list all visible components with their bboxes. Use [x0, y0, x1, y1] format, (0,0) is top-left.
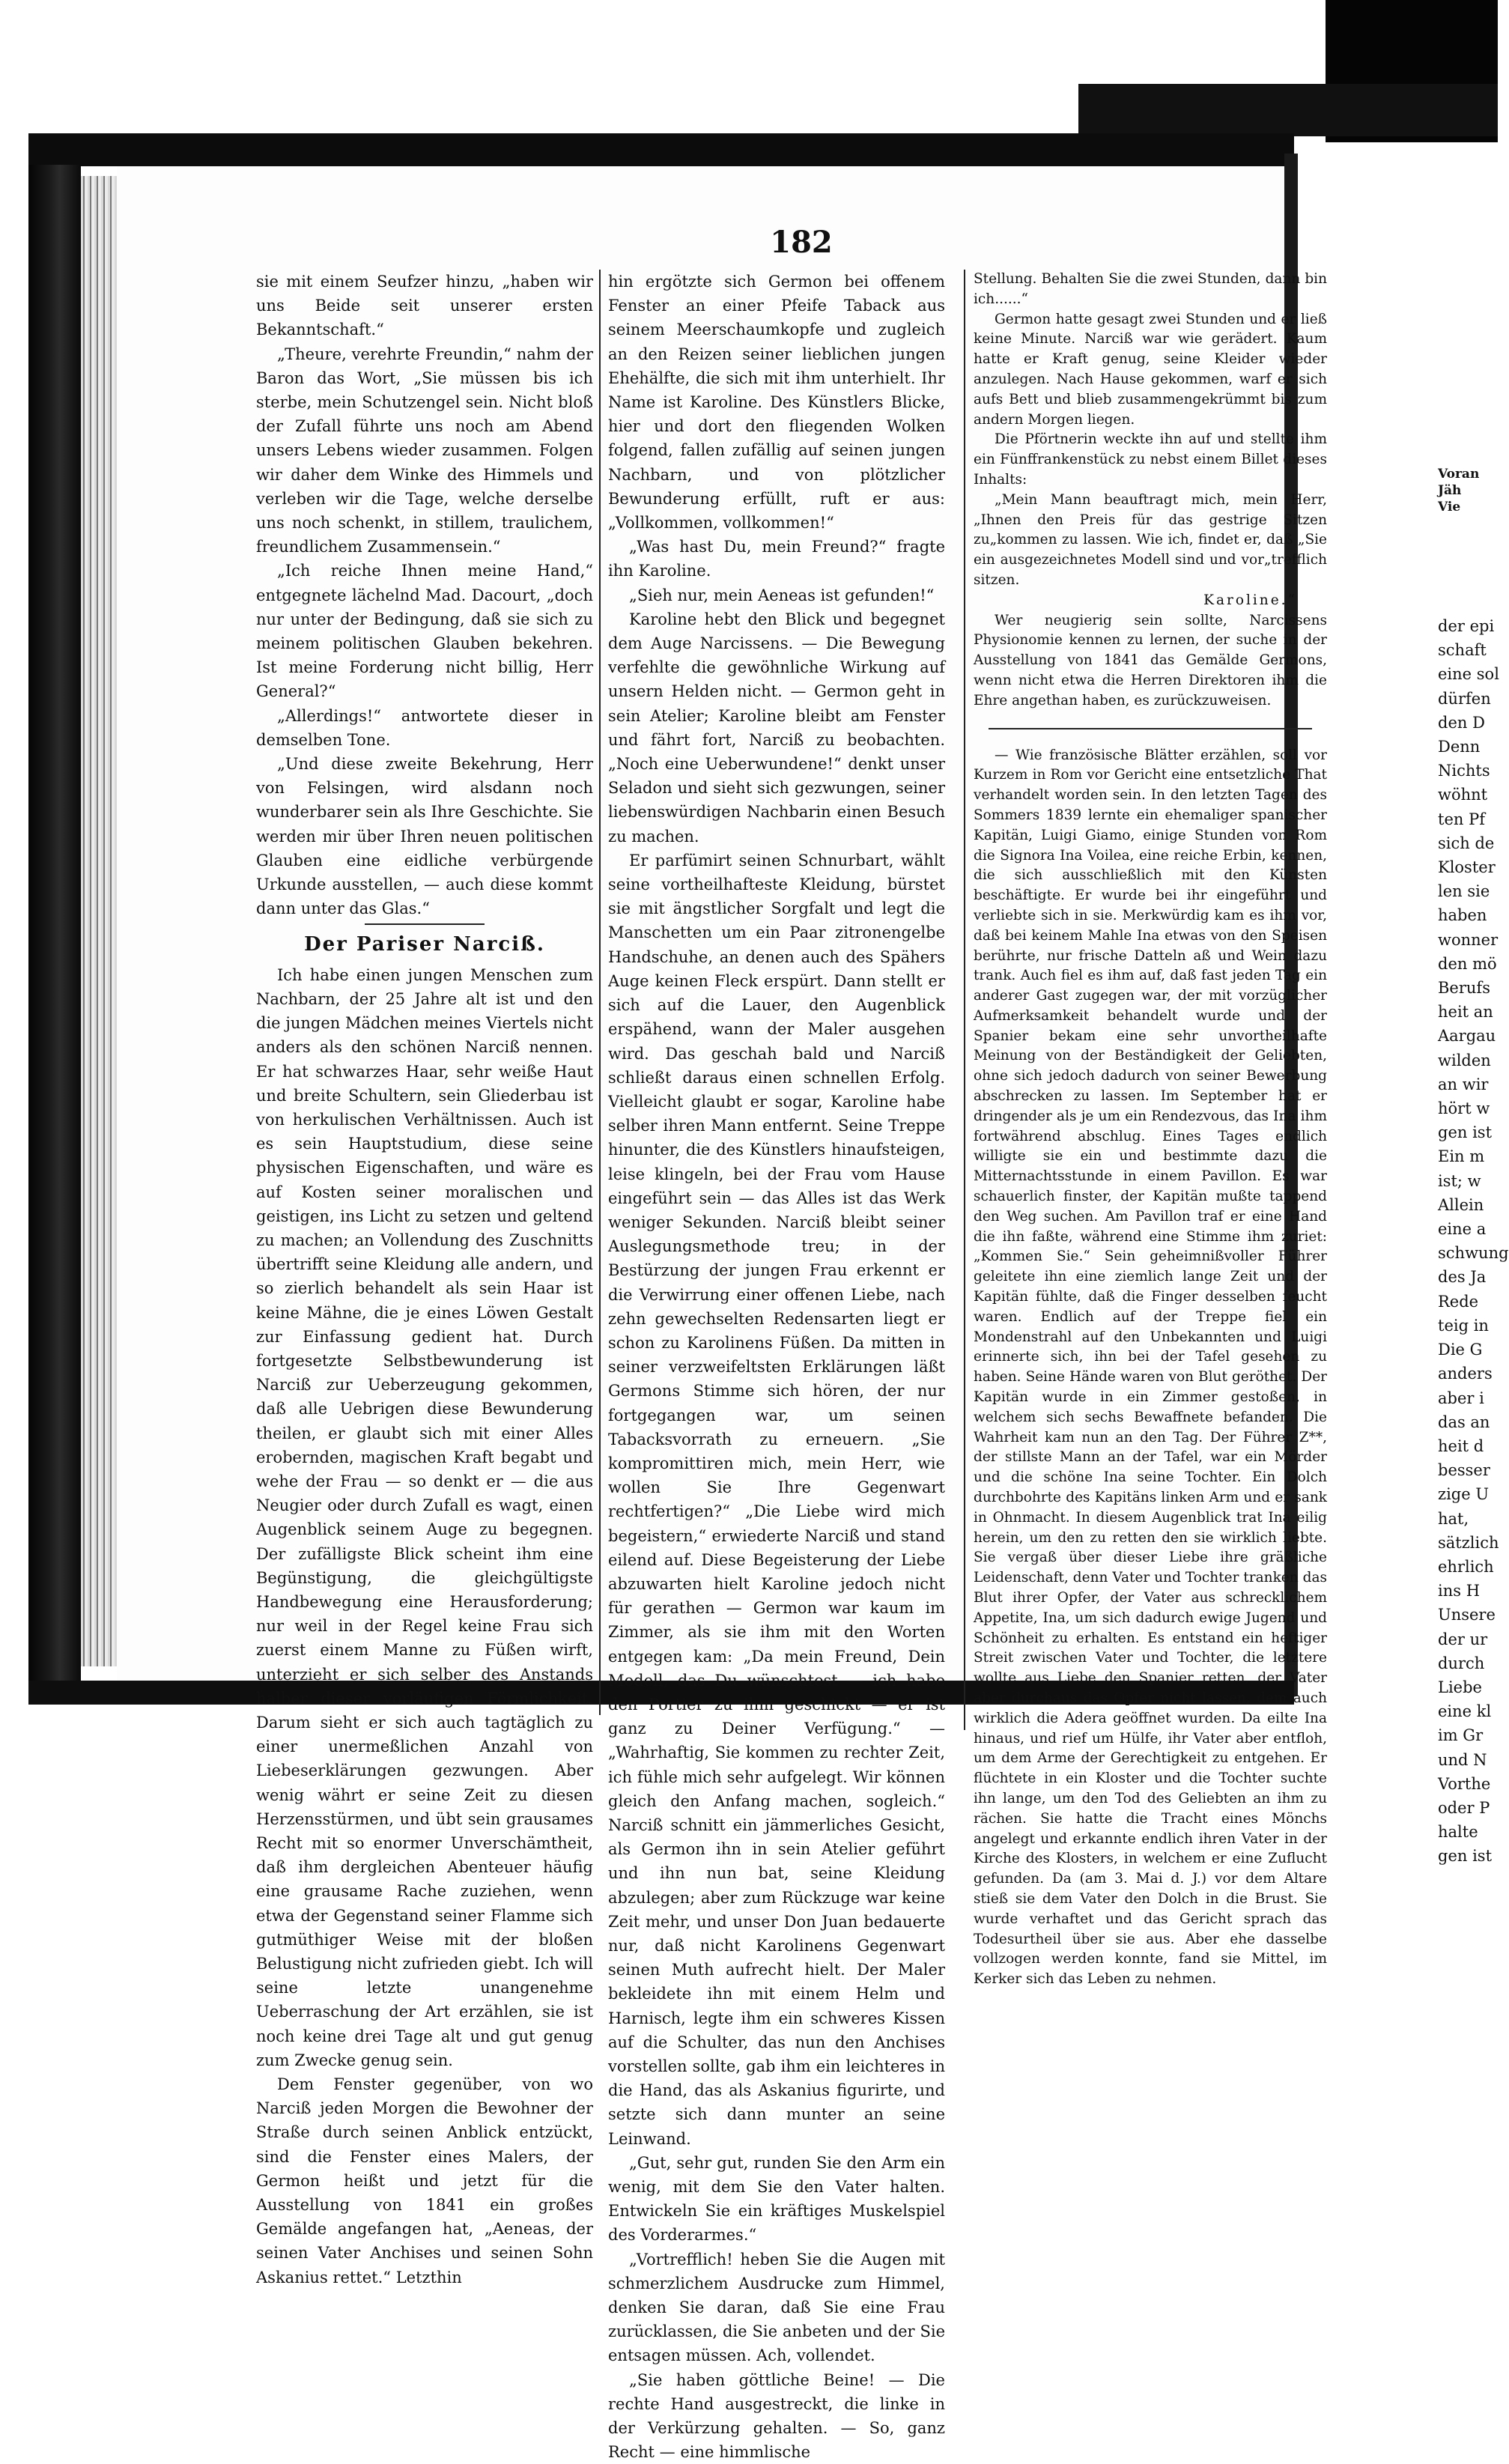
paragraph: „Ich reiche Ihnen meine Hand,“ entgegnete lächelnd Mad. Dacourt, „doch nur unter der Bedingung, daß sie sich zu meinem politischen Glauben bekehren. Ist meine Forderung nicht billig, Herr General?“: [256, 562, 593, 701]
adjacent-text-line: Die G: [1438, 1341, 1483, 1359]
adjacent-header-line: Vie: [1438, 500, 1461, 515]
adjacent-text-line: gen ist: [1438, 1123, 1493, 1142]
paragraph: „Sieh nur, mein Aeneas ist gefunden!“: [629, 586, 935, 604]
adjacent-text-line: ehrlich: [1438, 1557, 1494, 1576]
adjacent-text-line: Nichts: [1438, 762, 1490, 780]
column-1: [256, 270, 593, 2289]
paragraph: „Was hast Du, mein Freund?“ fragte ihn Karoline.: [608, 538, 945, 580]
column-3: [974, 270, 1327, 1990]
adjacent-text-line: Ein m: [1438, 1147, 1485, 1166]
adjacent-text-line: der epi: [1438, 617, 1495, 635]
adjacent-text-line: heit an: [1438, 1003, 1493, 1022]
adjacent-text-line: eine sol: [1438, 665, 1499, 684]
adjacent-text-line: Berufs: [1438, 979, 1490, 998]
column-rule-1: [599, 270, 601, 1715]
adjacent-text-line: teig in: [1438, 1316, 1489, 1335]
adjacent-text-line: aber i: [1438, 1389, 1484, 1407]
adjacent-text-line: hört w: [1438, 1099, 1490, 1118]
adjacent-text-line: und N: [1438, 1750, 1487, 1769]
section-divider: [365, 923, 485, 925]
adjacent-text-line: den mö: [1438, 954, 1497, 973]
adjacent-text-line: ins H: [1438, 1582, 1481, 1600]
adjacent-text-line: des Ja: [1438, 1268, 1487, 1287]
paragraph: „Gut, sehr gut, runden Sie den Arm ein wenig, mit dem Sie den Vater halten. Entwickeln Sie ein kräftiges Muskelspiel des Vorderarmes.“: [608, 2153, 945, 2245]
adjacent-text-line: Kloster: [1438, 858, 1496, 877]
adjacent-text-line: im Gr: [1438, 1726, 1484, 1745]
adjacent-page-header: [1438, 466, 1498, 515]
adjacent-text-line: halte: [1438, 1823, 1478, 1842]
adjacent-text-line: haben: [1438, 906, 1487, 925]
adjacent-text-line: Liebe: [1438, 1678, 1482, 1696]
adjacent-text-line: wilden: [1438, 1051, 1491, 1069]
paragraph: sie mit einem Seufzer hinzu, „haben wir uns Beide seit unserer ersten Bekanntschaft.“: [256, 273, 593, 339]
adjacent-text-line: schwung: [1438, 1244, 1509, 1263]
adjacent-header-line: Jäh: [1438, 483, 1462, 498]
adjacent-text-line: Vorthe: [1438, 1774, 1491, 1793]
paragraph: Wer neugierig sein sollte, Narcissens Physionomie kennen zu lernen, der suche in der Ausstellung von 1841 das Gemälde Germons, wenn nicht etwa die Herren Direktoren ihm die Ehre angethan haben, es zurückzuweisen.: [974, 612, 1327, 708]
book-spine-edge: [28, 165, 81, 1685]
adjacent-text-line: len sie: [1438, 882, 1490, 901]
letter-signature: Karoline.“: [1203, 592, 1297, 608]
section-title: Der Pariser Narciß.: [304, 933, 545, 956]
paragraph: „Und diese zweite Bekehrung, Herr von Felsingen, wird alsdann noch wunderbarer sein als Ihre Geschichte. Sie werden mir über Ihren neuen politischen Glauben eine eidliche verbürgende Urkunde ausstellen, — auch diese kommt dann unter das Glas.“: [256, 755, 593, 918]
adjacent-text-line: sätzlich: [1438, 1533, 1499, 1552]
paragraph: — Wie französische Blätter erzählen, soll vor Kurzem in Rom vor Gericht eine entsetzliche That verhandelt worden sein. In den letzten Tagen des Sommers 1839 lernte ein ehemaliger spanischer Kapitän, Luigi Giamo, einige Stunden von Rom die Signora Ina Voilea, eine reiche Erbin, kennen, die sich ausschließlich mit den Künsten beschäftigte. Er wurde bei ihr eingeführt und verliebte sich in sie. Merkwürdig kam es ihm vor, daß bei keinem Mahle Ina etwas von den Speisen berührte, nur frische Datteln aß und Wein dazu trank. Auch fiel es ihm auf, daß fast jeden Tag ein anderer Gast zugegen war, der mit vorzüglicher Aufmerksamkeit behandelt wurde und der Spanier bekam eine sehr unvortheilhafte Meinung von der Beständigkeit der Geliebten, ohne sich jedoch dadurch von seiner Bewerbung abschrecken zu lassen. Im September hat er dringender als je um ein Rendezvous, das Ina ihm fortwährend abschlug. Eines Tages endlich willigte sie ein und bestimmte dazu die Mitternachtsstunde in einem Pavillon. Es war schauerlich finster, der Kapitän mußte tappend den Weg suchen. Am Pavillon traf er eine Hand die ihn faßte, während eine Stimme ihm zuriet: „Kommen Sie.“ Sein geheimnißvoller Führer geleitete ihn eine ziemlich lange Zeit und der Kapitän fühlte, daß die Finger desselben feucht waren. Endlich auf der Treppe fiel ein Mondenstrahl auf den Unbekannten und Luigi erinnerte sich, ihn bei der Tafel gesehen zu haben. Seine Hände waren von Blut geröthet. Der Kapitän wurde in ein Zimmer gestoßen, in welchem sich sechs Bewaffnete befanden. Die Wahrheit kam nun an den Tag. Der Führer Z**, der stillste Mann an der Tafel, war ein Mörder und die schöne Ina seine Tochter. Ein Dolch durchbohrte des Kapitäns linken Arm und er sank in Ohnmacht. In diesem Augenblick trat Ina eilig herein, um den zu retten den sie wirklich liebte. Sie vergaß über dieser Liebe ihre gräßliche Leidenschaft, denn Vater und Tochter tranken das Blut ihrer Opfer, der Vater aus schrecklichem Appetite, Ina, um sich dadurch ewige Jugend und Schönheit zu erhalten. Es entstand ein heftiger Streit zwischen Vater und Tochter, die letztere wollte aus Liebe den Spanier retten, der Vater aber durchaus das Opfer nicht lassen, dem auch wirklich die Adera geöffnet wurden. Da eilte Ina hinaus, und rief um Hülfe, ihr Vater aber entfloh, um dem Arme der Gerechtigkeit zu entgehen. Er flüchtete in ein Kloster und die Tochter suchte ihn lange, um den Tod des Geliebten an ihm zu rächen. Sie hatte die Tracht eines Mönchs angelegt und erkannte endlich ihren Vater in der Kirche des Klosters, in welchem er eine Zuflucht gefunden. Da (am 3. Mai d. J.) vor dem Altare stieß sie dem Vater den Dolch in die Brust. Sie wurde verhaftet und das Gericht sprach das Todesurtheil über sie aus. Aber ehe dasselbe vollzogen werden konnte, fand sie Mittel, im Kerker sich das Leben zu nehmen.: [974, 747, 1327, 1988]
adjacent-text-line: besser: [1438, 1461, 1490, 1480]
scan-border-top-right: [1078, 84, 1498, 136]
paragraph: Germon hatte gesagt zwei Stunden und er ließ keine Minute. Narciß war wie gerädert. Kaum hatte er Kraft genug, seine Kleider wieder anzulegen. Nach Hause gekommen, warf er sich aufs Bett und blieb zusammengekrümmt bis zum andern Morgen liegen.: [974, 311, 1327, 428]
adjacent-text-line: Unsere: [1438, 1606, 1496, 1624]
column-2: [608, 270, 945, 2464]
adjacent-text-line: eine kl: [1438, 1702, 1492, 1721]
paragraph: „Allerdings!“ antwortete dieser in demselben Tone.: [256, 706, 593, 749]
paragraph: Karoline hebt den Blick und begegnet dem Auge Narcissens. — Die Bewegung verfehlte die gewöhnliche Wirkung auf unsern Helden nicht. — Germon geht in sein Atelier; Karoline bleibt am Fenster und fährt fort, Narciß zu beobachten. „Noch eine Ueberwundene!“ denkt unser Seladon und sieht sich gezwungen, seiner liebenswürdigen Nachbarin einen Besuch zu machen.: [608, 610, 945, 846]
adjacent-text-line: durch: [1438, 1654, 1485, 1672]
adjacent-text-line: anders: [1438, 1365, 1493, 1383]
adjacent-text-line: dürfen: [1438, 689, 1491, 708]
adjacent-text-line: den D: [1438, 713, 1485, 732]
adjacent-text-line: Rede: [1438, 1292, 1479, 1311]
adjacent-text-line: heit d: [1438, 1436, 1484, 1455]
adjacent-text-line: Allein: [1438, 1195, 1484, 1214]
page-stack-edge: [81, 176, 117, 1666]
paragraph: „Sie haben göttliche Beine! — Die rechte Hand ausgestreckt, die linke in der Verkürzung gehalten. — So, ganz Recht — eine himmlische: [608, 2370, 945, 2462]
adjacent-text-line: schaft: [1438, 641, 1487, 660]
page-number: 182: [770, 225, 833, 260]
adjacent-text-line: Denn: [1438, 738, 1481, 756]
paragraph: Stellung. Behalten Sie die zwei Stunden, dann bin ich......“: [974, 271, 1327, 307]
column-rule-2: [964, 270, 965, 1730]
adjacent-text-line: zige U: [1438, 1485, 1490, 1504]
paragraph: Ich habe einen jungen Menschen zum Nachbarn, der 25 Jahre alt ist und den die jungen Mädchen meines Viertels nicht anders als den schönen Narciß nennen. Er hat schwarzes Haar, sehr weiße Haut und breite Schultern, sein Gliederbau ist von herkulischen Verhältnissen. Auch ist es sein Hauptstudium, diese seine physischen Eigenschaften, und wäre es auf Kosten seiner moralischen und geistigen, ins Licht zu setzen und geltend zu machen; an Vollendung des Zuschnitts übertrifft seine Kleidung alle andern, und so zierlich behandelt als sein Haar ist keine Mähne, die je eines Löwen Gestalt zur Einfassung gedient hat. Durch fortgesetzte Selbstbewunderung ist Narciß zur Ueberzeugung gekommen, daß alle Uebrigen diese Bewunderung theilen, er glaubt sich mit einer Alles erobernden, magischen Kraft begabt und wehe der Frau — so denkt er — die aus Neugier oder durch Zufall es wagt, einen Augenblick seinem Auge zu begegnen. Der zufälligste Blick scheint ihm eine Begünstigung, die gleichgültigste Handbewegung eine Herausforderung; nur weil in der Regel keine Frau sich zuerst einem Manne zu Füßen wirft, unterzieht er sich selber des Anstands halber dieser vorläufigen Förmlichkeit. Darum sieht er sich auch tagtäglich zu einer unermeßlichen Anzahl von Liebeserklärungen gezwungen. Aber wenig währt er seine Zeit zu diesen Herzensstürmen, und übt sein grausames Recht mit so enormer Unverschämtheit, daß ihm dergleichen Abenteuer häufig eine grausame Rache zuziehen, wenn etwa der Gegenstand seiner Flamme sich gutmüthiger Weise mit der bloßen Belustigung nicht zufrieden giebt. Ich will seine letzte unangenehme Ueberraschung der Art erzählen, sie ist noch keine drei Tage alt und gut genug zum Zwecke genug sein.: [256, 965, 593, 2069]
adjacent-text-line: sich de: [1438, 834, 1495, 852]
letter-quote: „Mein Mann beauftragt mich, mein Herr, „Ihnen den Preis für das gestrige Sitzen zu„kommen zu lassen. Wie ich, findet er, daß „Sie ein ausgezeichnetes Modell sind und vor„trefflich sitzen.: [974, 491, 1327, 588]
paragraph: „Theure, verehrte Freundin,“ nahm der Baron das Wort, „Sie müssen bis ich sterbe, mein Schutzengel sein. Nicht bloß der Zufall führte uns noch am Abend unsers Lebens wieder zusammen. Folgen wir daher dem Winke des Himmels und verleben wir die Tage, welche derselbe uns noch schenkt, in stillem, traulichem, freundlichem Zusammensein.“: [256, 345, 593, 556]
adjacent-text-line: gen ist: [1438, 1847, 1493, 1866]
paragraph: Die Pförtnerin weckte ihn auf und stellte ihm ein Fünffrankenstück zu nebst einem Billet dieses Inhalts:: [974, 431, 1327, 488]
paragraph: Er parfümirt seinen Schnurbart, wählt seine vortheilhafteste Kleidung, bürstet sie mit ängstlicher Sorgfalt und legt die Manschetten um ein Paar zitronengelbe Handschuhe, an denen auch des Spähers Auge keinen Fleck erspürt. Dann stellt er sich auf die Lauer, den Augenblick erspähend, wann der Maler ausgehen wird. Das geschah bald und Narciß schließt daraus einen schnellen Erfolg. Vielleicht glaubt er sogar, Karoline habe selber ihren Mann entfernt. Seine Treppe hinunter, die des Künstlers hinaufsteigen, leise klingeln, bei der Frau vom Hause eingeführt sein — das Alles ist das Werk weniger Sekunden. Narciß bleibt seiner Auslegungsmethode treu; in der Bestürzung der jungen Frau erkennt er die Verwirrung einer offenen Liebe, nach zehn gewechselten Redensarten liegt er schon zu Karolinens Füßen. Da mitten in seiner verzweifeltsten Erklärungen läßt Germons Stimme sich hören, der nur fortgegangen war, um seinen Tabacksvorrath zu erneuern. „Sie kompromittiren mich, mein Herr, wie wollen Sie Ihre Gegenwart rechtfertigen?“ „Die Liebe wird mich begeistern,“ erwiederte Narciß und stand eilend auf. Diese Begeisterung der Liebe abzuwarten hielt Karoline jedoch nicht für gerathen — Germon war kaum im Zimmer, als sie ihm mit den Worten entgegen kam: „Da mein Freund, Dein Modell, das Du wünschtest — ich habe den Portier zu ihm geschickt — er ist ganz zu Deiner Verfügung.“ — „Wahrhaftig, Sie kommen zu rechter Zeit, ich fühle mich sehr aufgelegt. Wir können gleich den Anfang machen, sogleich.“ Narciß schnitt ein jämmerliches Gesicht, als Germon ihn in sein Atelier geführt und ihn nun bat, seine Kleidung abzulegen; aber zum Rückzuge war keine Zeit mehr, und unser Don Juan bedauerte nur, daß nicht Karolinens Gegenwart seinen Muth aufrecht hielt. Der Maler bekleidete ihn mit einem Helm und Harnisch, legte ihm ein schweres Kissen auf die Schulter, das nun den Anchises vorstellen sollte, gab ihm ein leichteres in die Hand, das als Askanius figurirte, und setzte sich dann munter an seine Leinwand.: [608, 851, 945, 2148]
adjacent-text-line: ten Pf: [1438, 810, 1485, 828]
adjacent-text-line: der ur: [1438, 1630, 1488, 1648]
adjacent-text-line: das an: [1438, 1412, 1490, 1431]
adjacent-text-line: Aargau: [1438, 1027, 1496, 1046]
scan-border-top: [28, 133, 1294, 166]
adjacent-header-line: Voran: [1438, 467, 1480, 482]
adjacent-text-line: eine a: [1438, 1220, 1487, 1239]
adjacent-text-line: oder P: [1438, 1798, 1490, 1817]
paragraph: Dem Fenster gegenüber, von wo Narciß jeden Morgen die Bewohner der Straße durch seinen Anblick entzückt, sind die Fenster eines Malers, der Germon heißt und jetzt für die Ausstellung von 1841 ein großes Gemälde angefangen hat, „Aeneas, der seinen Vater Anchises und seinen Sohn Askanius rettet.“ Letzthin: [256, 2075, 593, 2287]
adjacent-text-line: hat,: [1438, 1509, 1469, 1528]
adjacent-text-line: wonner: [1438, 930, 1499, 949]
adjacent-text-line: ist; w: [1438, 1171, 1481, 1190]
adjacent-text-line: an wir: [1438, 1075, 1489, 1093]
paragraph: hin ergötzte sich Germon bei offenem Fenster an einer Pfeife Taback aus seinem Meerschaumkopfe und zugleich an den Reizen seiner lieblichen jungen Ehehälfte, die sich mit ihm unterhielt. Ihr Name ist Karoline. Des Künstlers Blicke, hier und dort den fliegenden Wolken folgend, fallen zufällig auf seinen jungen Nachbarn, und von plötzlicher Bewunderung erfüllt, ruft er aus: „Vollkommen, vollkommen!“: [608, 273, 945, 532]
article-divider: [989, 728, 1312, 729]
adjacent-page-text: [1438, 614, 1509, 1869]
adjacent-text-line: wöhnt: [1438, 786, 1488, 804]
paragraph: „Vortrefflich! heben Sie die Augen mit schmerzlichem Ausdrucke zum Himmel, denken Sie daran, daß Sie eine Frau zurücklassen, die Sie anbeten und der Sie entsagen müssen. Ach, vollendet.: [608, 2250, 945, 2365]
